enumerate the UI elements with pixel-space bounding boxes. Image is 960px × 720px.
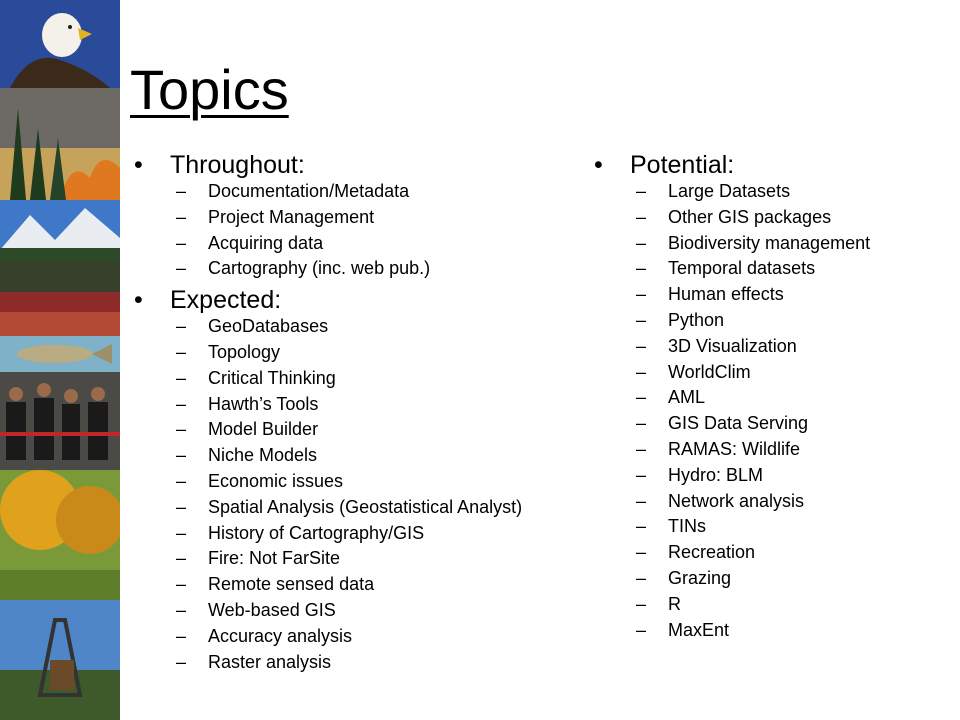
list-item-text: AML (668, 387, 706, 408)
potential-list (590, 182, 930, 640)
list-item (636, 363, 930, 382)
dash-glyph: – (176, 496, 187, 517)
list-item (176, 234, 530, 253)
dash-glyph: – (636, 181, 647, 201)
list-item (636, 440, 930, 459)
list-item-text: Economic issues (208, 470, 344, 491)
dash-glyph: – (176, 651, 187, 672)
list-item (636, 388, 930, 407)
list-item-text: Model Builder (208, 419, 319, 440)
list-item (636, 259, 930, 278)
section-heading-expected (130, 285, 530, 315)
dash-glyph: – (636, 232, 647, 253)
throughout-list (130, 182, 530, 278)
list-item-text: Topology (208, 341, 281, 362)
dash-glyph: – (176, 548, 187, 569)
list-item (636, 466, 930, 485)
list-item-text: Documentation/Metadata (208, 181, 410, 201)
slide-title: Topics (130, 58, 289, 121)
list-item (176, 498, 530, 517)
section-heading-potential (590, 150, 930, 180)
list-item-text: Fire: Not FarSite (208, 548, 341, 569)
list-item (636, 414, 930, 433)
dash-glyph: – (636, 335, 647, 356)
list-item (636, 517, 930, 536)
bullet-glyph: • (134, 151, 143, 179)
list-item-text: Project Management (208, 206, 375, 227)
autumn-trees-photo (0, 470, 120, 600)
mine-headframe-photo (0, 600, 120, 720)
dash-glyph: – (176, 206, 187, 227)
list-item (176, 182, 530, 201)
bullet-glyph: • (134, 286, 143, 315)
section-heading-text: Throughout: (170, 151, 305, 179)
list-item-text: Critical Thinking (208, 367, 336, 388)
dash-glyph: – (176, 393, 187, 414)
list-item-text: GeoDatabases (208, 316, 329, 337)
list-item-text: Network analysis (668, 490, 805, 511)
dash-glyph: – (176, 181, 187, 201)
section-heading-text: Expected: (170, 286, 282, 315)
list-item-text: RAMAS: Wildlife (668, 438, 801, 459)
list-item (636, 595, 930, 614)
list-item (176, 208, 530, 227)
list-item-text: Python (668, 309, 725, 330)
dash-glyph: – (636, 413, 647, 434)
dash-glyph: – (636, 258, 647, 279)
section-heading-text: Potential: (630, 151, 735, 179)
list-item (636, 285, 930, 304)
list-item-text: TINs (668, 516, 706, 537)
dash-glyph: – (636, 567, 647, 588)
list-item (636, 208, 930, 227)
list-item-text: Hawth’s Tools (208, 393, 319, 414)
list-item (176, 395, 530, 414)
list-item-text: Web-based GIS (208, 599, 336, 620)
list-item-text: Remote sensed data (208, 574, 375, 595)
dash-glyph: – (176, 522, 187, 543)
list-item (176, 317, 530, 336)
list-item-text: Grazing (668, 567, 732, 588)
list-item (176, 549, 530, 568)
dash-glyph: – (176, 470, 187, 491)
list-item-text: Large Datasets (668, 181, 791, 201)
list-item (176, 343, 530, 362)
dash-glyph: – (636, 309, 647, 330)
dash-glyph: – (636, 206, 647, 227)
dash-glyph: – (636, 438, 647, 459)
left-column (130, 150, 530, 678)
list-item-text: Recreation (668, 542, 756, 563)
list-item (176, 369, 530, 388)
list-item (176, 524, 530, 543)
list-item (636, 311, 930, 330)
dash-glyph: – (636, 542, 647, 563)
list-item-text: Niche Models (208, 445, 318, 466)
list-item-text: History of Cartography/GIS (208, 522, 425, 543)
list-item-text: Raster analysis (208, 651, 332, 672)
list-item (636, 182, 930, 201)
dash-glyph: – (636, 464, 647, 485)
dash-glyph: – (636, 516, 647, 537)
list-item (176, 472, 530, 491)
list-item-text: Accuracy analysis (208, 625, 353, 646)
list-item-text: Temporal datasets (668, 258, 816, 279)
list-item (636, 621, 930, 640)
dash-glyph: – (636, 490, 647, 511)
forest-fire-photo (0, 88, 120, 200)
list-item (176, 601, 530, 620)
list-item-text: Biodiversity management (668, 232, 871, 253)
list-item-text: GIS Data Serving (668, 413, 809, 434)
bald-eagle-photo (0, 0, 120, 88)
list-item-text: Other GIS packages (668, 206, 832, 227)
photo-strip (0, 0, 120, 720)
list-item (176, 446, 530, 465)
dash-glyph: – (176, 625, 187, 646)
fish-photo (0, 336, 120, 372)
list-item (176, 575, 530, 594)
list-item (636, 337, 930, 356)
dash-glyph: – (176, 599, 187, 620)
list-item-text: Acquiring data (208, 232, 324, 253)
dash-glyph: – (636, 361, 647, 382)
list-item (636, 492, 930, 511)
list-item (636, 569, 930, 588)
list-item-text: Cartography (inc. web pub.) (208, 258, 431, 279)
dash-glyph: – (636, 284, 647, 305)
list-item-text: WorldClim (668, 361, 751, 382)
mountains-photo (0, 200, 120, 262)
section-heading-throughout (130, 150, 530, 180)
list-item (636, 543, 930, 562)
dash-glyph: – (636, 593, 647, 614)
dash-glyph: – (636, 387, 647, 408)
list-item (176, 259, 530, 278)
right-column (590, 150, 930, 646)
expected-list (130, 317, 530, 671)
dash-glyph: – (176, 341, 187, 362)
dash-glyph: – (176, 574, 187, 595)
dash-glyph: – (636, 619, 647, 640)
list-item (176, 653, 530, 672)
list-item-text: MaxEnt (668, 619, 730, 640)
dash-glyph: – (176, 232, 187, 253)
list-item-text: Hydro: BLM (668, 464, 764, 485)
list-item-text: Spatial Analysis (Geostatistical Analyst) (208, 496, 523, 517)
list-item-text: Human effects (668, 284, 784, 305)
dash-glyph: – (176, 419, 187, 440)
meadow-photo (0, 262, 120, 336)
bullet-glyph: • (594, 151, 603, 179)
list-item-text: 3D Visualization (668, 335, 797, 356)
dash-glyph: – (176, 258, 187, 279)
dash-glyph: – (176, 445, 187, 466)
dash-glyph: – (176, 367, 187, 388)
list-item (636, 234, 930, 253)
list-item (176, 420, 530, 439)
dancers-photo (0, 372, 120, 470)
list-item-text: R (668, 593, 681, 614)
list-item (176, 627, 530, 646)
dash-glyph: – (176, 316, 187, 337)
